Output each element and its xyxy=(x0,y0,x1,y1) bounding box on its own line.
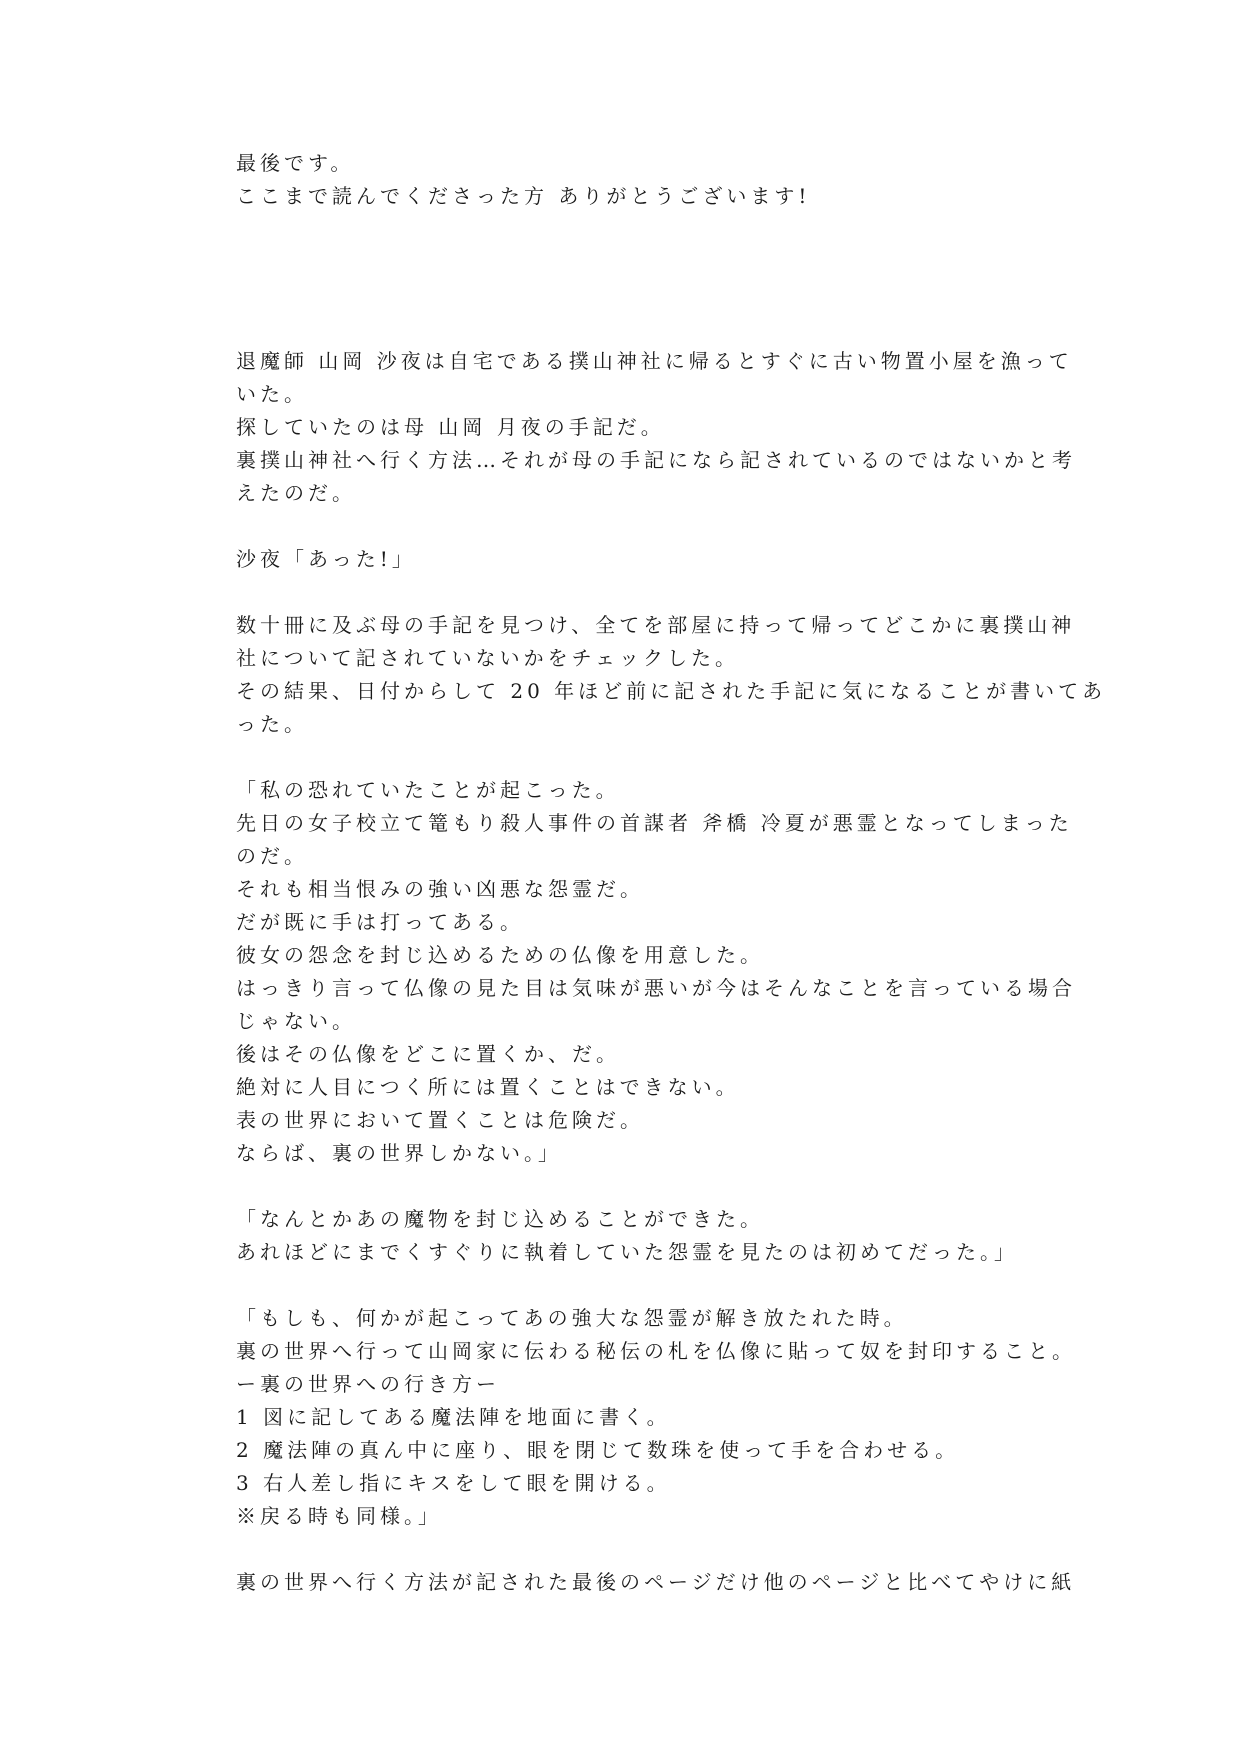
text-line: ※戻る時も同様。」 xyxy=(236,1504,442,1528)
text-line: ここまで読んでくださった方 ありがとうございます! xyxy=(236,184,811,208)
text-line: のだ。 xyxy=(236,844,308,868)
text-line: 表の世界において置くことは危険だ。 xyxy=(236,1108,644,1132)
text-line: 探していたのは母 山岡 月夜の手記だ。 xyxy=(236,415,665,439)
text-line: 2 魔法陣の真ん中に座り、眼を閉じて数珠を使って手を合わせる。 xyxy=(236,1438,960,1462)
text-line: 最後です。 xyxy=(236,151,355,175)
text-line: あれほどにまでくすぐりに執着していた怨霊を見たのは初めてだった。」 xyxy=(236,1240,1018,1264)
text-line: 絶対に人目につく所には置くことはできない。 xyxy=(236,1075,740,1099)
blank-line xyxy=(236,312,1016,345)
text-line: 裏撲山神社へ行く方法…それが母の手記になら記されているのではないかと考 xyxy=(236,448,1076,472)
text-line: その結果、日付からして 20 年ほど前に記された手記に気になることが書いてあ xyxy=(236,679,1107,703)
text-line: はっきり言って仏像の見た目は気味が悪いが今はそんなことを言っている場合 xyxy=(236,976,1076,1000)
blank-line xyxy=(236,1170,1016,1203)
blank-line xyxy=(236,279,1016,312)
text-line: だが既に手は打ってある。 xyxy=(236,910,524,934)
text-line: 「私の恐れていたことが起こった。 xyxy=(236,778,620,802)
blank-line xyxy=(236,1269,1016,1302)
blank-line xyxy=(236,576,1016,609)
blank-line xyxy=(236,1533,1016,1566)
text-line: えたのだ。 xyxy=(236,481,356,505)
text-line: 裏の世界へ行って山岡家に伝わる秘伝の札を仏像に貼って奴を封印すること。 xyxy=(236,1339,1076,1363)
blank-line xyxy=(236,741,1016,774)
text-line: ならば、裏の世界しかない。」 xyxy=(236,1141,562,1165)
text-line: 後はその仏像をどこに置くか、だ。 xyxy=(236,1042,620,1066)
text-line: 「なんとかあの魔物を封じ込めることができた。 xyxy=(236,1207,764,1231)
text-line: 3 右人差し指にキスをして眼を開ける。 xyxy=(236,1471,671,1495)
text-line: いた。 xyxy=(236,382,308,406)
text-line: 沙夜「あった!」 xyxy=(236,547,416,571)
text-line: 退魔師 山岡 沙夜は自宅である撲山神社に帰るとすぐに古い物置小屋を漁って xyxy=(236,349,1073,373)
text-line: った。 xyxy=(236,712,308,736)
blank-line xyxy=(236,510,1016,543)
text-line: 「もしも、何かが起こってあの強大な怨霊が解き放たれた時。 xyxy=(236,1306,908,1330)
text-line: ー裏の世界への行き方ー xyxy=(236,1372,500,1396)
text-line: 裏の世界へ行く方法が記された最後のページだけ他のページと比べてやけに紙 xyxy=(236,1570,1076,1594)
blank-line xyxy=(236,246,1016,279)
text-line: 1 図に記してある魔法陣を地面に書く。 xyxy=(236,1405,671,1429)
blank-line xyxy=(236,213,1016,246)
text-line: 彼女の怨念を封じ込めるための仏像を用意した。 xyxy=(236,943,764,967)
text-line: じゃない。 xyxy=(236,1009,356,1033)
text-line: それも相当恨みの強い凶悪な怨霊だ。 xyxy=(236,877,644,901)
text-line: 先日の女子校立て篭もり殺人事件の首謀者 斧橋 冷夏が悪霊となってしまった xyxy=(236,811,1073,835)
text-line: 社について記されていないかをチェックした。 xyxy=(236,646,739,670)
text-line: 数十冊に及ぶ母の手記を見つけ、全てを部屋に持って帰ってどこかに裏撲山神 xyxy=(236,613,1076,637)
body-text xyxy=(236,147,1107,1599)
